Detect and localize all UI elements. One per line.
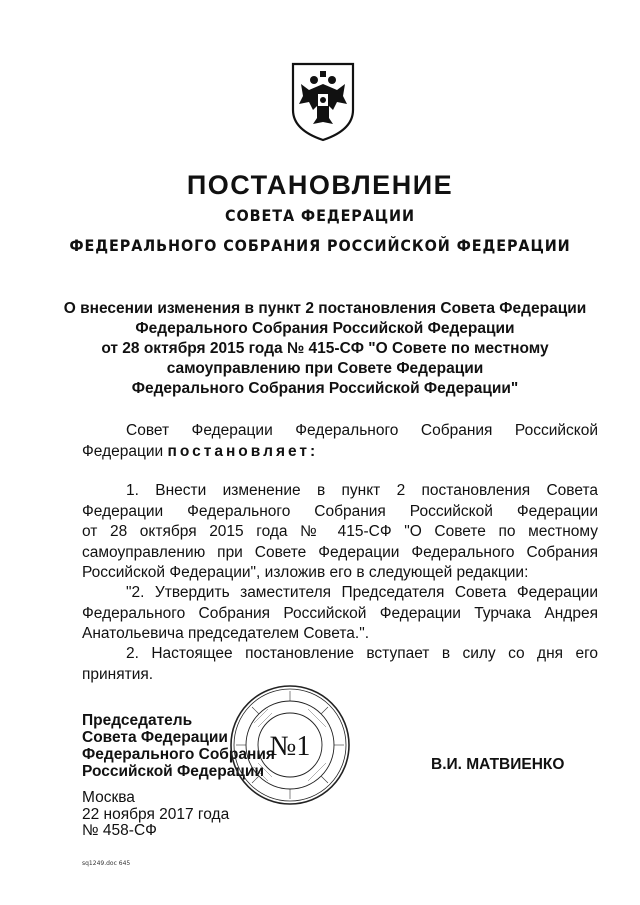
decree-verb: постановляет: — [167, 442, 319, 460]
heading-line: от 28 октября 2015 года № 415-СФ "О Совете по местному — [101, 340, 549, 357]
issuer-subtitle-1: СОВЕТА ФЕДЕРАЦИИ — [225, 206, 415, 225]
signatory-name: В.И. МАТВИЕНКО — [431, 756, 565, 773]
file-code: sq1249.doc 645 — [82, 860, 131, 867]
item-2-line: принятия. — [82, 665, 154, 683]
item-1-line: Российской Федерации", изложив его в следующей редакции: — [82, 564, 529, 581]
heading-line: Федерального Собрания Российской Федерации — [135, 320, 515, 337]
item-1-line: от 28 октября 2015 года № 415-СФ "О Совете по местному — [82, 523, 598, 540]
coat-of-arms-icon — [287, 60, 359, 142]
position-line: Федерального Собрания — [82, 746, 275, 763]
heading-line: О внесении изменения в пункт 2 постановления Совета Федерации — [63, 300, 587, 317]
item-1-line: Федерации Федерального Собрания Российской Федерации — [82, 502, 598, 520]
quote-line: Федерального Собрания Российской Федерации Турчака Андрея — [82, 604, 598, 622]
item-2 — [82, 644, 598, 685]
item-2-line: 2. Настоящее постановление вступает в силу со дня его — [126, 645, 598, 662]
decree-number: № 458-СФ — [82, 822, 157, 839]
position-line: Председатель — [82, 712, 193, 729]
preamble-start: Федерации — [82, 442, 164, 460]
preamble — [82, 421, 598, 462]
quote-line: "2. Утвердить заместителя Председателя Совета Федерации — [126, 584, 598, 601]
position-line: Российской Федерации — [82, 763, 264, 780]
quoted-text — [82, 583, 598, 645]
stamp-number: №1 — [269, 731, 311, 762]
place-city: Москва — [82, 789, 135, 806]
official-stamp-icon — [228, 683, 352, 807]
quote-line: Анатольевича председателем Совета.". — [82, 625, 370, 642]
item-1-line: самоуправлению при Совете Федерации Федерального Собрания — [82, 543, 598, 561]
preamble-line — [82, 442, 598, 463]
place-date-block — [82, 790, 229, 840]
issuer-subtitle-2: ФЕДЕРАЛЬНОГО СОБРАНИЯ РОССИЙСКОЙ ФЕДЕРАЦИИ — [69, 236, 571, 255]
document-heading — [40, 299, 610, 399]
position-line: Совета Федерации — [82, 729, 228, 746]
heading-line: Федерального Собрания Российской Федерации" — [131, 380, 519, 397]
heading-line: самоуправлению при Совете Федерации — [166, 360, 484, 377]
document-type-title: ПОСТАНОВЛЕНИЕ — [186, 170, 454, 200]
item-1 — [82, 481, 598, 584]
decree-date: 22 ноября 2017 года — [82, 805, 230, 823]
item-1-line: 1. Внести изменение в пункт 2 постановления Совета — [126, 482, 598, 499]
preamble-line: Совет Федерации Федерального Собрания Российской — [126, 422, 598, 439]
